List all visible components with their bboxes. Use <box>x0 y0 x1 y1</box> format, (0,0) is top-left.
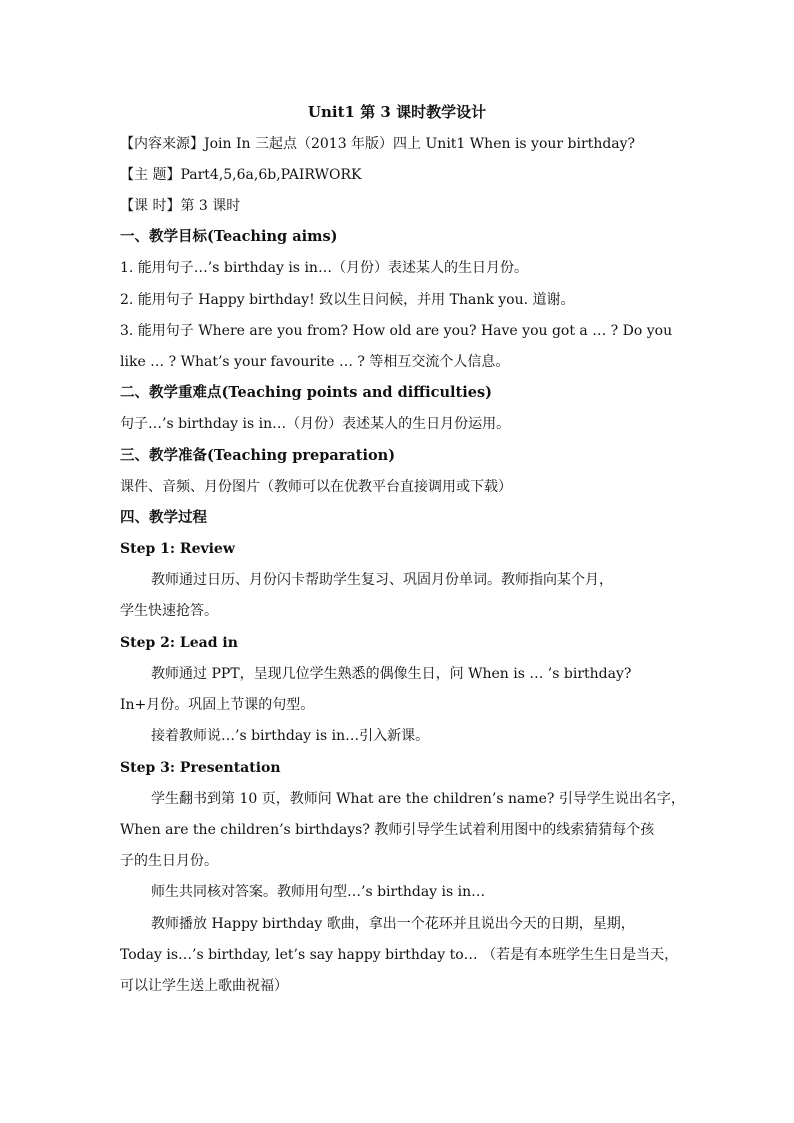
step-3-text-2: When are the children’s birthdays? 教师引导学生试着利用图中的线索猜猜每个孩 <box>120 822 655 838</box>
points-text: 句子…’s birthday is in…（月份）表述某人的生日月份运用。 <box>120 416 511 432</box>
step-2-text-1: 教师通过 PPT，呈现几位学生熟悉的偶像生日，问 When is … ’s birthday? <box>151 666 632 682</box>
step-3-text-4: 师生共同核对答案。教师用句型…’s birthday is in… <box>151 884 486 900</box>
prep-heading: 三、教学准备(Teaching preparation) <box>120 447 396 464</box>
content-source: 【内容来源】Join In 三起点（2013 年版）四上 Unit1 When is your birthday? <box>120 136 636 152</box>
topic-line: 【主 题】Part4,5,6a,6b,PAIRWORK <box>120 167 362 183</box>
step-3-text-3: 子的生日月份。 <box>120 853 218 869</box>
aim-2: 2. 能用句子 Happy birthday! 致以生日问候，并用 Thank you. 道谢。 <box>120 292 575 308</box>
aim-3-line-1: 3. 能用句子 Where are you from? How old are you? Have you got a … ? Do you <box>120 323 673 339</box>
process-heading: 四、教学过程 <box>120 509 207 526</box>
step-3-text-6: Today is…’s birthday, let’s say happy birthday to… （若是有本班学生生日是当天， <box>120 947 679 963</box>
aim-1: 1. 能用句子…’s birthday is in…（月份）表述某人的生日月份。 <box>120 260 528 276</box>
step-3-text-7: 可以让学生送上歌曲祝福） <box>120 978 288 994</box>
aim-3-line-2: like … ? What’s your favourite … ? 等相互交流个人信息。 <box>120 354 510 370</box>
step-3-text-1: 学生翻书到第 10 页，教师问 What are the children’s name? 引导学生说出名字， <box>151 791 685 807</box>
prep-text: 课件、音频、月份图片（教师可以在优教平台直接调用或下载） <box>120 479 512 495</box>
aims-heading: 一、教学目标(Teaching aims) <box>120 228 338 245</box>
step-2-text-3: 接着教师说…’s birthday is in…引入新课。 <box>151 728 430 744</box>
step-1-text-1: 教师通过日历、月份闪卡帮助学生复习、巩固月份单词。教师指向某个月， <box>151 572 613 588</box>
step-2-heading: Step 2: Lead in <box>120 635 238 651</box>
step-2-text-2: In+月份。巩固上节课的句型。 <box>120 697 315 713</box>
points-heading: 二、教学重难点(Teaching points and difficulties) <box>120 384 493 401</box>
step-3-text-5: 教师播放 Happy birthday 歌曲，拿出一个花环并且说出今天的日期，星期， <box>151 916 635 932</box>
step-1-text-2: 学生快速抢答。 <box>120 603 218 619</box>
step-3-heading: Step 3: Presentation <box>120 760 281 776</box>
document-title: Unit1 第 3 课时教学设计 <box>307 103 487 121</box>
period-line: 【课 时】第 3 课时 <box>120 198 241 214</box>
step-1-heading: Step 1: Review <box>120 541 235 557</box>
